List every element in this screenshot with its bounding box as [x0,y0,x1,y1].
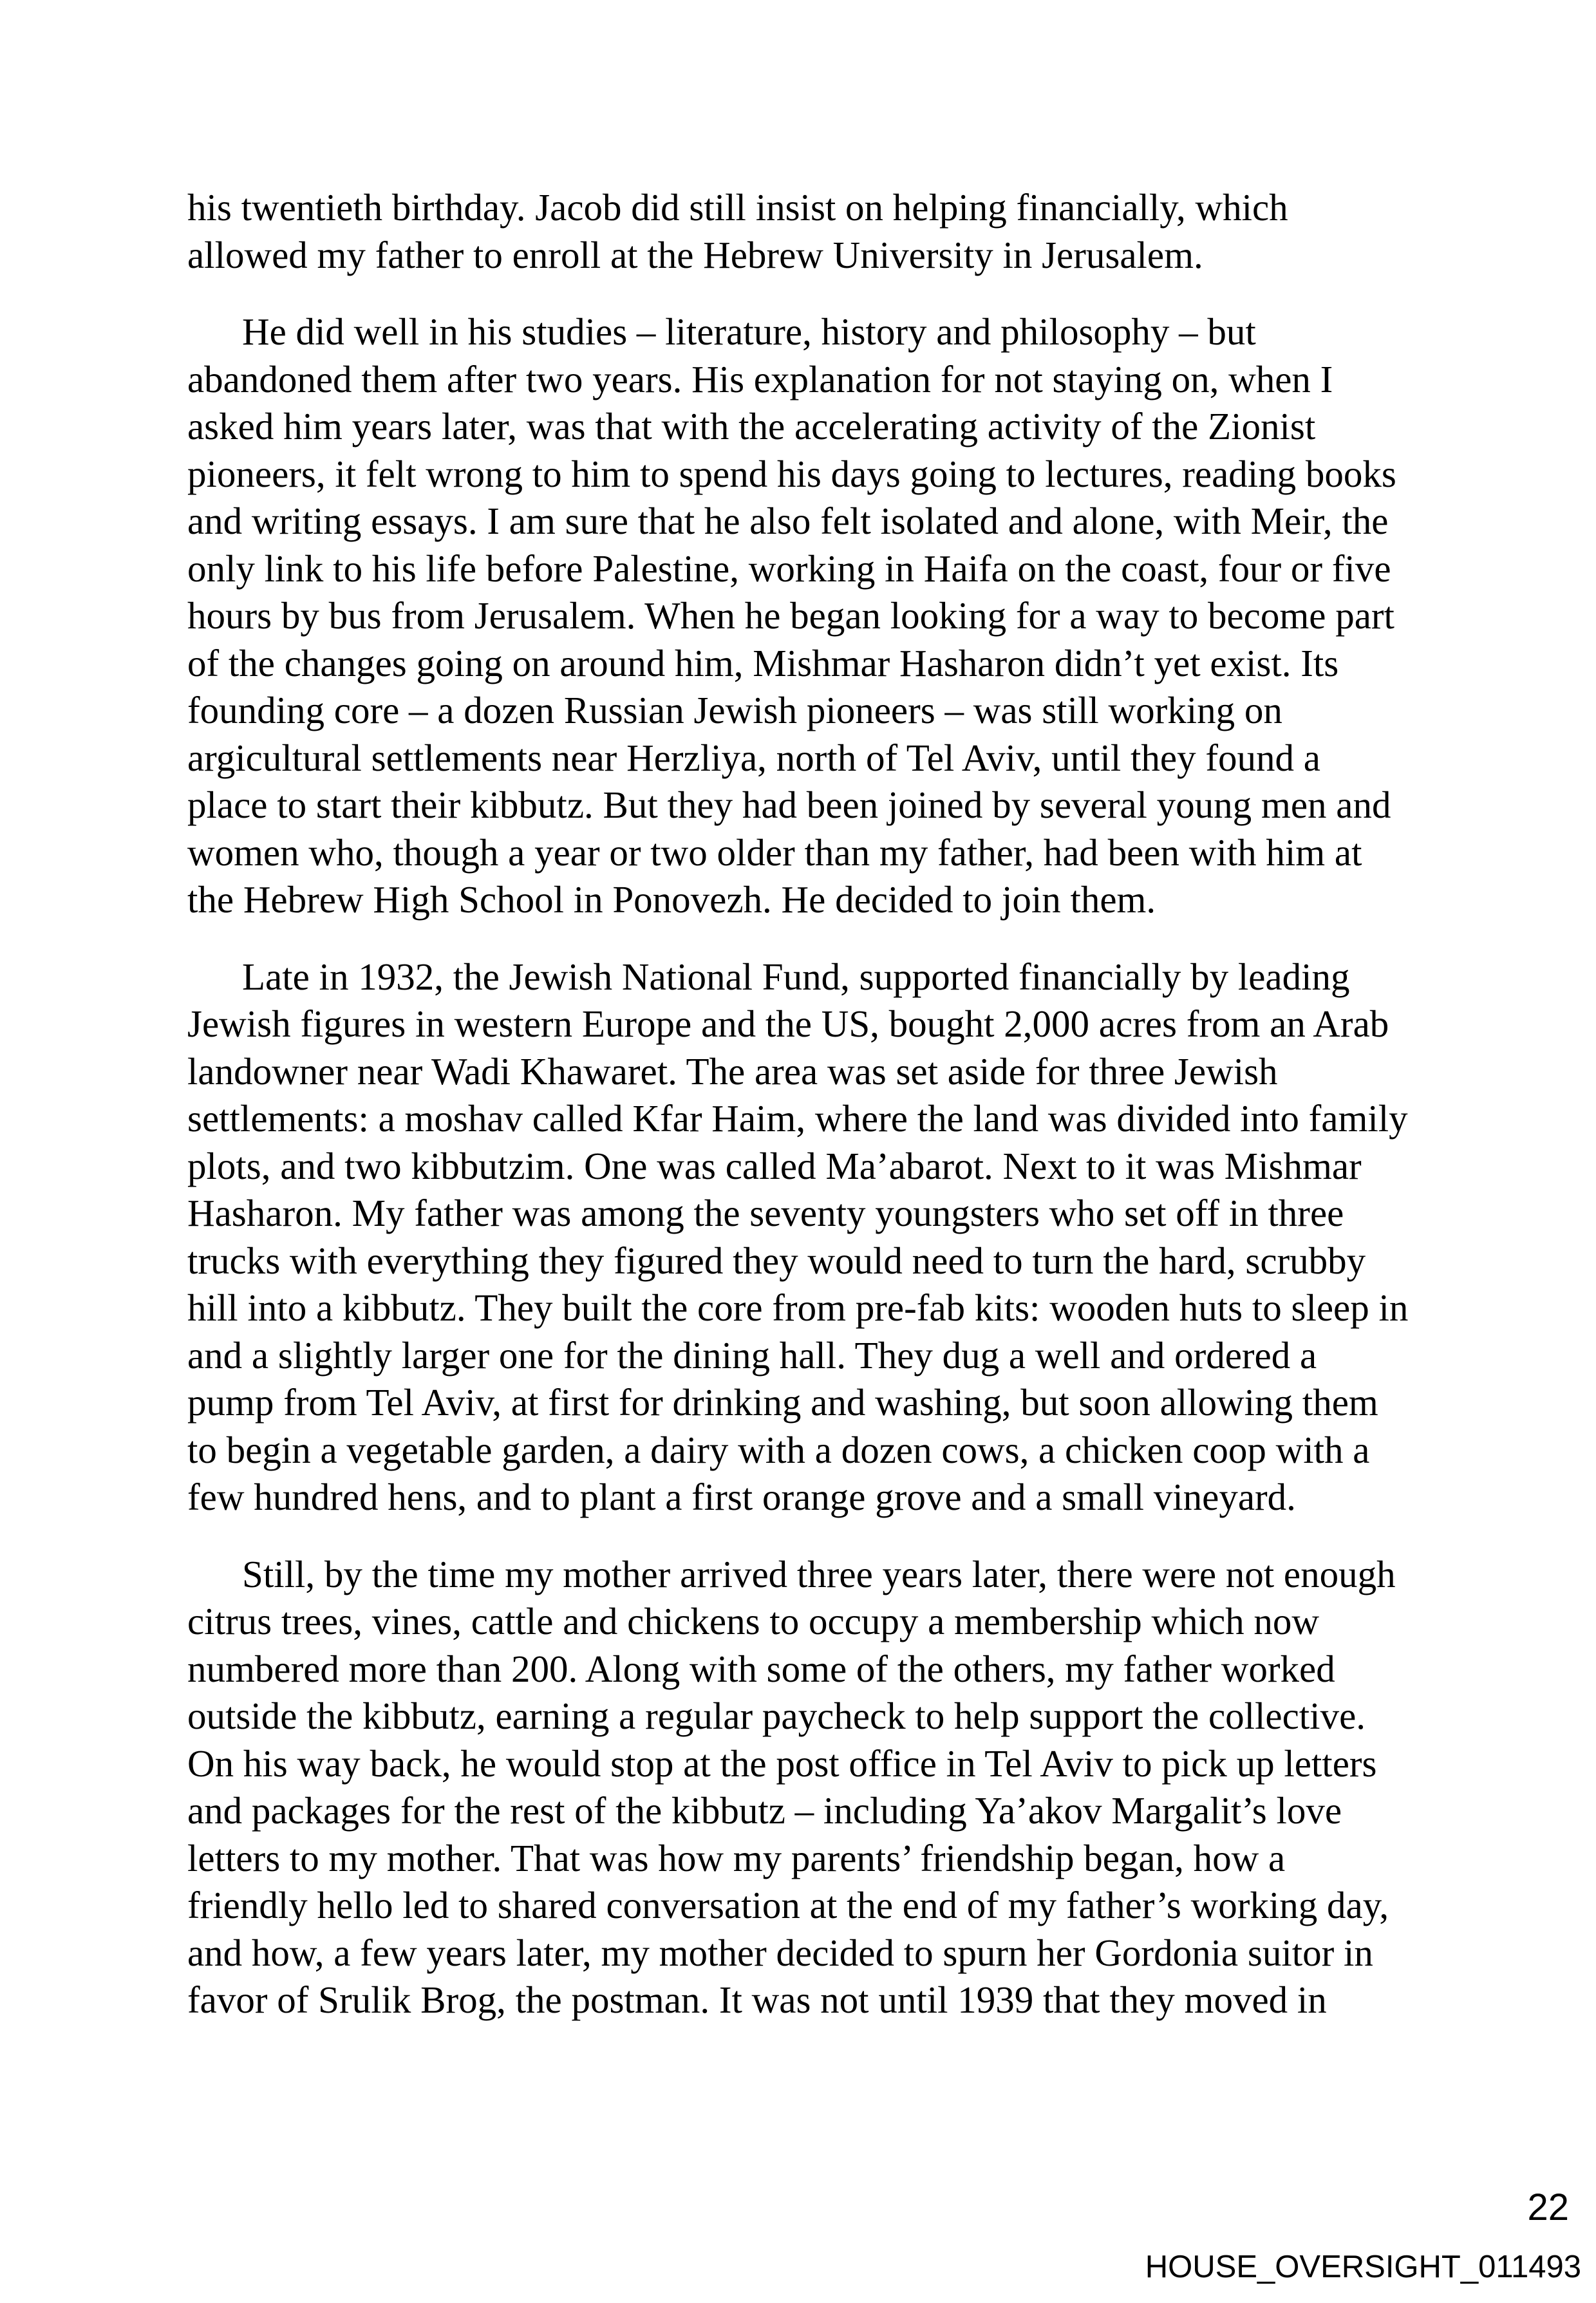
text-line: and a slightly larger one for the dining hall. They dug a well and ordered a [187,1333,1317,1377]
text-line: and how, a few years later, my mother decided to spurn her Gordonia suitor in [187,1931,1373,1974]
text-line: few hundred hens, and to plant a first orange grove and a small vineyard. [187,1476,1296,1518]
text-line: citrus trees, vines, cattle and chickens to occupy a membership which now [187,1600,1319,1642]
text-line: plots, and two kibbutzim. One was called Ma’abarot. Next to it was Mishmar [187,1144,1362,1187]
paragraph [187,954,1449,1521]
bates-stamp: HOUSE_OVERSIGHT_011493 [1145,2250,1581,2284]
text-line: and writing essays. I am sure that he also felt isolated and alone, with Meir, the [187,500,1389,542]
text-line: the Hebrew High School in Ponovezh. He decided to join them. [187,878,1156,921]
text-line: Late in 1932, the Jewish National Fund, supported financially by leading [242,955,1350,998]
page-number: 22 [1527,2186,1569,2228]
text-line: favor of Srulik Brog, the postman. It was not until 1939 that they moved in [187,1979,1327,2021]
text-line: pioneers, it felt wrong to him to spend his days going to lectures, reading books [187,452,1396,495]
text-line: Hasharon. My father was among the seventy youngsters who set off in three [187,1192,1344,1234]
text-line: numbered more than 200. Along with some of the others, my father worked [187,1647,1335,1690]
paragraph [187,308,1449,924]
text-line: hours by bus from Jerusalem. When he began looking for a way to become part [187,594,1394,637]
text-line: He did well in his studies – literature, history and philosophy – but [242,310,1256,353]
text-line: women who, though a year or two older than my father, had been with him at [187,831,1362,874]
text-line: hill into a kibbutz. They built the core from pre-fab kits: wooden huts to sleep in [187,1286,1409,1329]
text-line: to begin a vegetable garden, a dairy with a dozen cows, a chicken coop with a [187,1428,1370,1471]
text-line: outside the kibbutz, earning a regular paycheck to help support the collective. [187,1695,1366,1737]
text-line: settlements: a moshav called Kfar Haim, where the land was divided into family [187,1097,1408,1140]
text-line: founding core – a dozen Russian Jewish pioneers – was still working on [187,689,1282,731]
text-line: place to start their kibbutz. But they had been joined by several young men and [187,784,1391,826]
body-text [187,184,1449,2024]
paragraph [187,1551,1449,2024]
text-line: argicultural settlements near Herzliya, north of Tel Aviv, until they found a [187,736,1320,779]
text-line: Jewish figures in western Europe and the US, bought 2,000 acres from an Arab [187,1002,1389,1045]
text-line: of the changes going on around him, Mishmar Hasharon didn’t yet exist. Its [187,641,1339,684]
text-line: landowner near Wadi Khawaret. The area was set aside for three Jewish [187,1049,1278,1093]
text-line: only link to his life before Palestine, working in Haifa on the coast, four or five [187,547,1391,590]
text-line: letters to my mother. That was how my parents’ friendship began, how a [187,1836,1286,1879]
text-line: abandoned them after two years. His explanation for not staying on, when I [187,357,1333,400]
text-line: friendly hello led to shared conversation at the end of my father’s working day, [187,1884,1389,1926]
text-line: trucks with everything they figured they would need to turn the hard, scrubby [187,1239,1366,1282]
text-line: and packages for the rest of the kibbutz – including Ya’akov Margalit’s love [187,1789,1342,1832]
text-line: Still, by the time my mother arrived three years later, there were not enough [242,1552,1396,1595]
text-line: allowed my father to enroll at the Hebrew University in Jerusalem. [187,233,1203,276]
paragraph [187,184,1449,279]
text-line: asked him years later, was that with the accelerating activity of the Zionist [187,405,1316,447]
text-line: On his way back, he would stop at the post office in Tel Aviv to pick up letters [187,1742,1377,1785]
text-line: his twentieth birthday. Jacob did still insist on helping financially, which [187,186,1288,229]
text-line: pump from Tel Aviv, at first for drinking and washing, but soon allowing them [187,1381,1378,1424]
